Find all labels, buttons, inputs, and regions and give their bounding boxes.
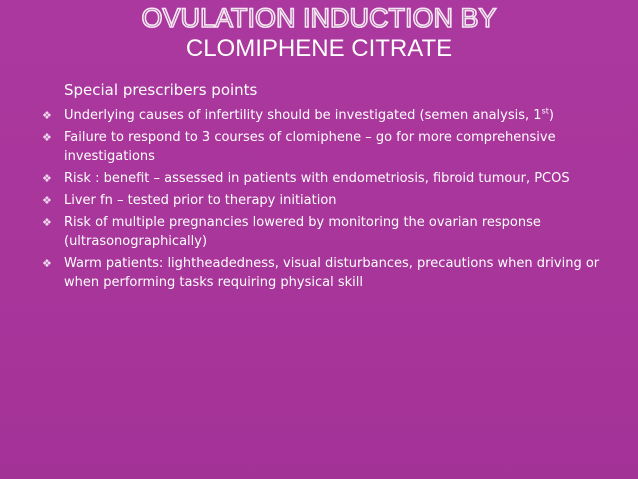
- title-line-2: CLOMIPHENE CITRATE: [185, 35, 453, 62]
- diamond-cluster-icon: ❖: [42, 109, 52, 122]
- bullet-item: [40, 254, 600, 292]
- bullet-text: Liver fn – tested prior to therapy initiation: [64, 193, 337, 208]
- bullet-text: Risk : benefit – assessed in patients with endometriosis, fibroid tumour, PCOS: [64, 171, 570, 186]
- bullet-text: Failure to respond to 3 courses of clomiphene – go for more comprehensive investigations: [64, 130, 556, 164]
- bullet-item: [40, 213, 600, 251]
- diamond-cluster-icon: ❖: [42, 257, 52, 270]
- superscript: st: [541, 106, 549, 116]
- diamond-cluster-icon: ❖: [42, 172, 52, 185]
- bullet-list: [40, 106, 600, 295]
- bullet-text: Warm patients: lightheadedness, visual disturbances, precautions when driving or when performing tasks requiring physical skill: [64, 256, 600, 290]
- title-line-1: OVULATION INDUCTION BY: [141, 3, 497, 33]
- bullet-text: Underlying causes of infertility should be investigated (semen analysis, 1: [64, 108, 542, 123]
- bullet-item: [40, 169, 600, 188]
- bullet-text: Risk of multiple pregnancies lowered by monitoring the ovarian response (ultrasonographically): [64, 215, 541, 249]
- diamond-cluster-icon: ❖: [42, 216, 52, 229]
- subheading: Special prescribers points: [64, 81, 258, 99]
- bullet-item: [40, 106, 600, 125]
- bullet-item: [40, 191, 600, 210]
- bullet-item: [40, 128, 600, 166]
- diamond-cluster-icon: ❖: [42, 194, 52, 207]
- bullet-text-tail: ): [548, 108, 554, 123]
- diamond-cluster-icon: ❖: [42, 131, 52, 144]
